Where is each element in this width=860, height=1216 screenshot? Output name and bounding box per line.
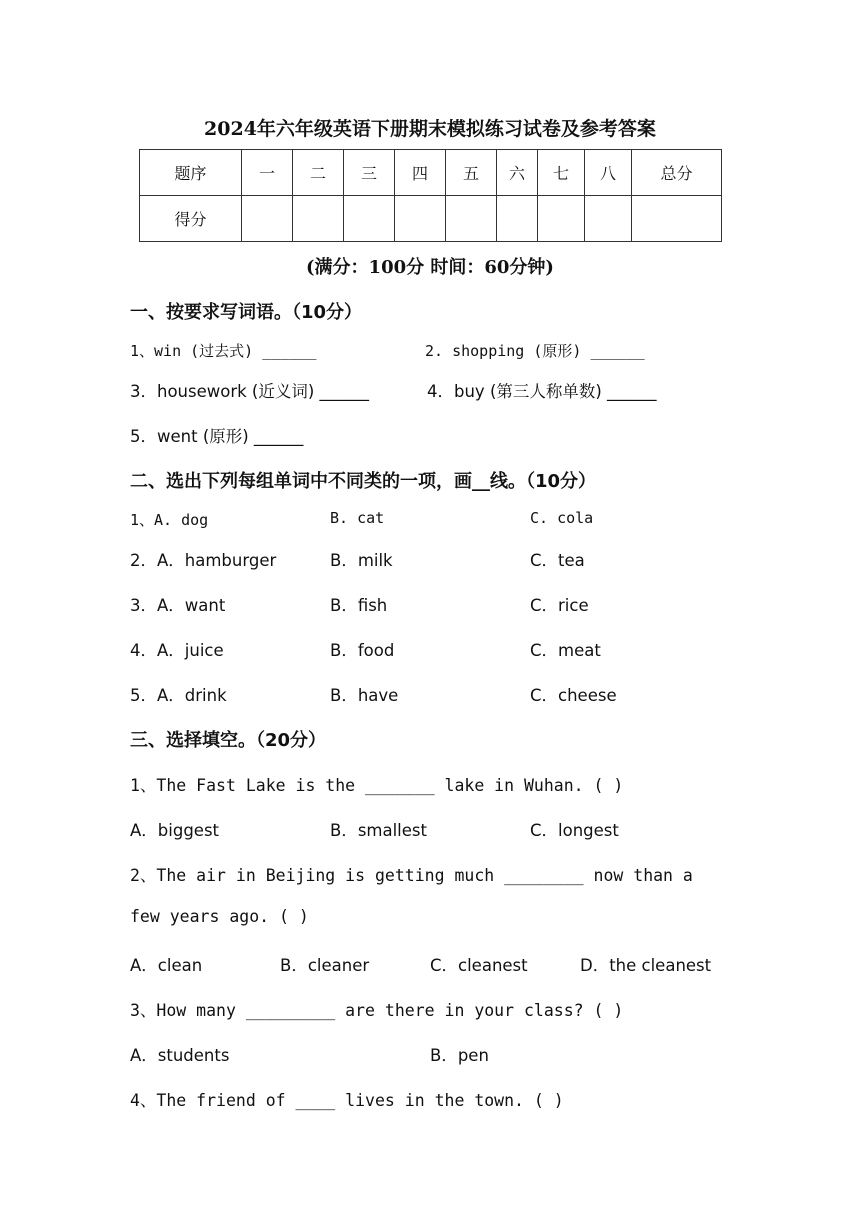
score-table-header-cell: 三	[344, 150, 395, 196]
score-cell[interactable]	[242, 196, 293, 242]
score-table-header-cell: 二	[293, 150, 344, 196]
score-table-header-cell: 一	[242, 150, 293, 196]
page-title: 2024年六年级英语下册期末模拟练习试卷及参考答案	[204, 118, 656, 140]
score-table-header-cell: 总分	[632, 150, 722, 196]
section2-row-5-option-c: C．cheese	[530, 686, 617, 705]
section2-row-2-option-c: C．tea	[530, 551, 585, 570]
section2-row-5-option-a: 5．A．drink	[130, 686, 227, 705]
section2-row-4-option-b: B．food	[330, 641, 395, 660]
section3-q3-option-b: B．pen	[430, 1046, 489, 1065]
section3-q2-option-c: C．cleanest	[430, 956, 528, 975]
section2-row-2-option-a: 2．A．hamburger	[130, 551, 277, 570]
score-table-header-row	[140, 150, 722, 196]
section2-row-3-option-a: 3．A．want	[130, 596, 226, 615]
section3-question-2-line-2: few years ago. ( )	[130, 907, 309, 926]
section2-heading: 二、选出下列每组单词中不同类的一项，画__线。（10分）	[130, 471, 597, 492]
score-cell[interactable]	[344, 196, 395, 242]
section2-row-2-option-b: B．milk	[330, 551, 393, 570]
score-row-label: 得分	[140, 196, 242, 242]
section1-question-2: 2. shopping (原形) ______	[425, 342, 645, 360]
score-cell[interactable]	[538, 196, 585, 242]
score-table-header-cell: 八	[585, 150, 632, 196]
score-cell[interactable]	[446, 196, 497, 242]
section3-q1-option-a: A．biggest	[130, 821, 220, 840]
score-table-header-cell: 七	[538, 150, 585, 196]
section2-row-5-option-b: B．have	[330, 686, 399, 705]
section2-row-1-option-c: C. cola	[530, 509, 594, 527]
score-table	[139, 149, 722, 242]
score-table-header-cell: 六	[497, 150, 538, 196]
score-table-header-cell: 四	[395, 150, 446, 196]
score-table-header-cell: 五	[446, 150, 497, 196]
score-cell[interactable]	[585, 196, 632, 242]
section3-question-4: 4、The friend of ____ lives in the town. ( )	[130, 1091, 564, 1110]
exam-info: (满分：100分 时间：60分钟)	[306, 257, 554, 278]
score-cell[interactable]	[632, 196, 722, 242]
section1-question-5: 5．went (原形) ______	[130, 427, 304, 446]
section3-q1-option-c: C．longest	[530, 821, 619, 840]
section2-row-4-option-c: C．meat	[530, 641, 601, 660]
section1-question-4: 4．buy (第三人称单数) ______	[427, 382, 657, 401]
section3-q2-option-b: B．cleaner	[280, 956, 370, 975]
section3-q3-option-a: A．students	[130, 1046, 230, 1065]
section2-row-3-option-b: B．fish	[330, 596, 388, 615]
section1-question-3: 3．housework (近义词) ______	[130, 382, 370, 401]
section3-q2-option-a: A．clean	[130, 956, 203, 975]
section2-row-3-option-c: C．rice	[530, 596, 589, 615]
section2-row-1-option-a: 1、A. dog	[130, 511, 209, 529]
score-cell[interactable]	[293, 196, 344, 242]
section2-row-1-option-b: B. cat	[330, 509, 385, 527]
score-table-header-cell: 题序	[140, 150, 242, 196]
section3-heading: 三、选择填空。（20分）	[130, 730, 327, 751]
section3-question-2-line-1: 2、The air in Beijing is getting much ________ now than a	[130, 866, 693, 885]
section3-q1-option-b: B．smallest	[330, 821, 427, 840]
section2-row-4-option-a: 4．A．juice	[130, 641, 224, 660]
score-table-score-row	[140, 196, 722, 242]
score-cell[interactable]	[395, 196, 446, 242]
section3-q2-option-d: D．the cleanest	[580, 956, 712, 975]
section3-question-1: 1、The Fast Lake is the _______ lake in Wuhan. ( )	[130, 776, 624, 795]
score-cell[interactable]	[497, 196, 538, 242]
section3-question-3: 3、How many _________ are there in your class? ( )	[130, 1001, 624, 1020]
section1-question-1: 1、win (过去式) ______	[130, 342, 317, 360]
section1-heading: 一、按要求写词语。（10分）	[130, 302, 363, 323]
